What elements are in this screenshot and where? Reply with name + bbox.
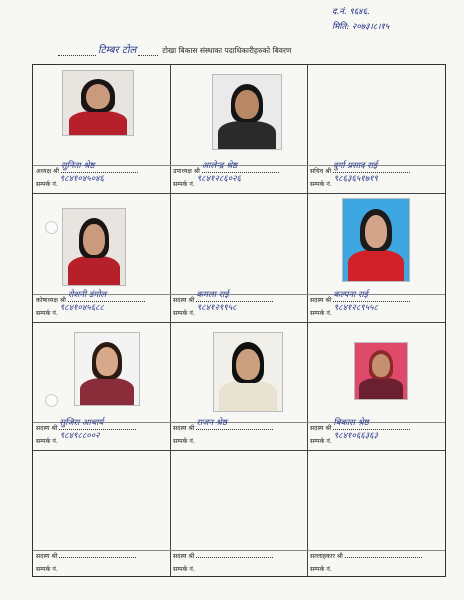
member-name: बिकास श्रेष्ठ (333, 418, 369, 428)
heading-place-name: टिम्बर टोल (98, 45, 137, 56)
member-phone-row (173, 436, 284, 446)
member-name: सुनिता श्रेष्ठ (61, 161, 95, 171)
name-dotted-line (345, 551, 422, 558)
member-name-row (173, 551, 273, 561)
member-phone-row (173, 174, 284, 189)
member-role-label: सदस्य श्री (36, 553, 58, 560)
member-phone-label: सम्पर्क नं. (310, 566, 332, 573)
member-name: कल्पना राई (333, 290, 368, 300)
member-photo (213, 332, 283, 412)
member-role-label: सदस्य श्री (310, 297, 332, 304)
member-phone-row (310, 303, 421, 318)
name-dotted-line (59, 551, 136, 558)
registration-date: मिति: २०७३।८।१५ (332, 22, 390, 32)
member-photo (62, 208, 126, 286)
member-phone: ९८४१२८६०२६ (196, 174, 241, 184)
member-cell (306, 192, 443, 320)
member-cell (169, 192, 306, 320)
member-role-label: सदस्य श्री (310, 425, 332, 432)
member-cell (32, 321, 169, 449)
member-cell (169, 449, 306, 577)
member-phone-row (36, 564, 147, 574)
member-cell (32, 64, 169, 192)
member-cell (169, 64, 306, 192)
heading-dots-right (138, 47, 158, 56)
member-phone-row (310, 431, 421, 446)
member-photo (74, 332, 140, 406)
name-dotted-line (196, 551, 273, 558)
member-phone: ९८४९८८००२ (59, 431, 100, 441)
member-name-row (173, 418, 273, 433)
member-phone-label: सम्पर्क नं. (310, 310, 332, 317)
member-role-label: सचिव श्री (310, 168, 332, 175)
member-phone: ९८४१२८९५५८ (333, 303, 378, 313)
member-role-label: कोषाध्यक्ष श्री (36, 297, 66, 304)
member-name: कमला राई (196, 290, 229, 300)
member-phone: ९८४१२९९५८ (196, 303, 237, 313)
member-phone-label: सम्पर्क नं. (36, 310, 58, 317)
member-photo (62, 70, 134, 136)
member-phone-row (173, 564, 284, 574)
heading-title: टोखा बिकास संस्थाका पदाधिकारीहरुको बिवरण (162, 46, 292, 55)
member-cell (32, 192, 169, 320)
member-name: सुजिरा आचार्य (59, 418, 104, 428)
heading-dots-left (58, 47, 96, 56)
page-heading (58, 42, 438, 56)
member-cell (32, 449, 169, 577)
member-role-label: सल्लाहकार श्री (310, 553, 343, 560)
member-phone: ९८६३६५१७१९ (333, 174, 378, 184)
phone-space (197, 436, 284, 443)
member-cell (306, 449, 443, 577)
member-role-label: सदस्य श्री (173, 425, 195, 432)
member-phone-label: सम्पर्क नं. (310, 181, 332, 188)
member-phone-row (36, 303, 147, 318)
member-phone-label: सम्पर्क नं. (173, 438, 195, 445)
phone-space (197, 564, 284, 571)
phone-space (60, 564, 147, 571)
member-name-row (36, 551, 136, 561)
registration-number: द.नं. ९६४६. (332, 7, 370, 17)
member-phone-label: सम्पर्क नं. (36, 438, 58, 445)
member-cell (306, 64, 443, 192)
member-role-label: सदस्य श्री (173, 297, 195, 304)
member-photo (212, 74, 282, 150)
phone-space (334, 564, 421, 571)
member-phone-label: सम्पर्क नं. (36, 566, 58, 573)
member-phone-label: सम्पर्क नं. (173, 181, 195, 188)
member-phone-label: सम्पर्क नं. (173, 566, 195, 573)
member-name: रोशनी डंगोल (67, 290, 107, 300)
member-phone: ९८४१०६६३६३ (333, 431, 378, 441)
member-role-label: सदस्य श्री (36, 425, 58, 432)
member-role-label: सदस्य श्री (173, 553, 195, 560)
member-cell (169, 321, 306, 449)
member-phone-row (36, 174, 147, 189)
member-photo (354, 342, 408, 400)
member-phone-label: सम्पर्क नं. (173, 310, 195, 317)
member-phone-row (173, 303, 284, 318)
member-phone-row (36, 431, 147, 446)
member-cell (306, 321, 443, 449)
member-name: दुर्गा प्रसाद राई (333, 161, 378, 171)
member-name-row (310, 551, 422, 561)
member-photo (342, 198, 410, 282)
member-role-label: उपाध्यक्ष श्री (173, 168, 200, 175)
member-name: आलेन्द्र श्रेष्ठ (201, 161, 238, 171)
member-phone-label: सम्पर्क नं. (36, 181, 58, 188)
member-phone-row (310, 174, 421, 189)
member-phone: ९८४१०४५६८८ (59, 303, 104, 313)
member-phone: ९८४१०४५०४६ (59, 174, 104, 184)
member-phone-label: सम्पर्क नं. (310, 438, 332, 445)
member-role-label: अध्यक्ष श्री (36, 168, 60, 175)
member-phone-row (310, 564, 421, 574)
member-name: राजन श्रेष्ठ (196, 418, 227, 428)
